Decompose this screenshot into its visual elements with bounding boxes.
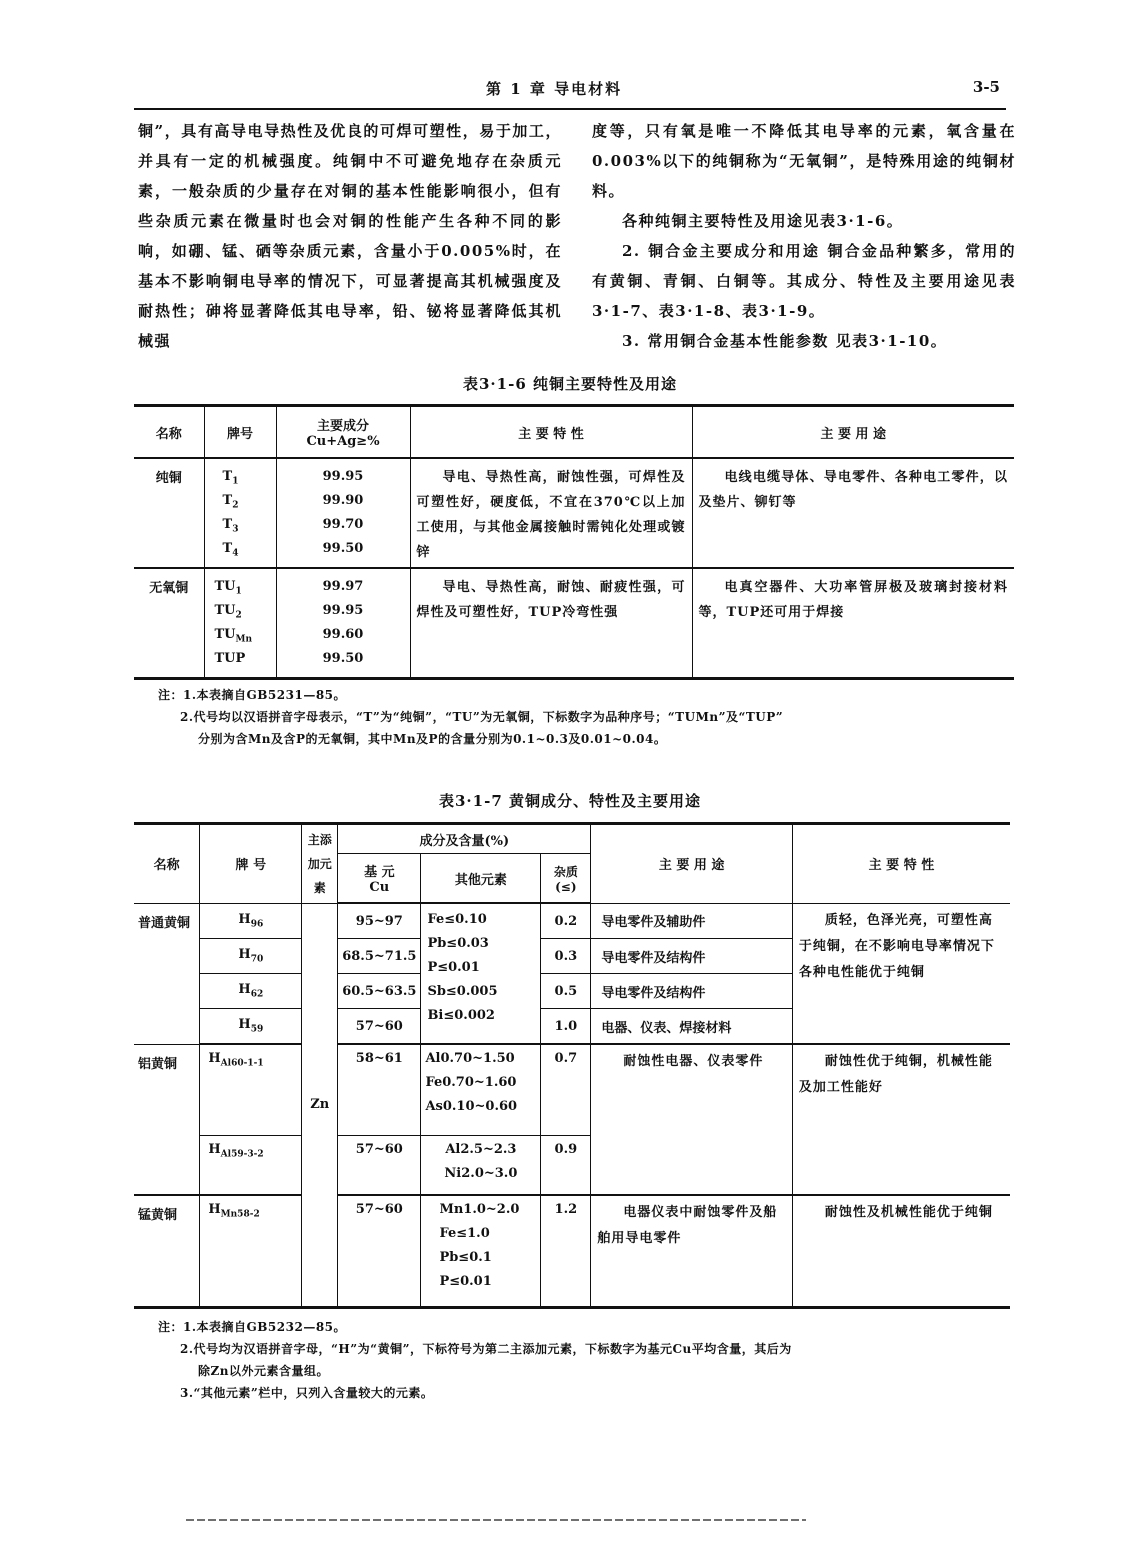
table2-caption: 表3·1-7 黄铜成分、特性及主要用途: [439, 792, 701, 810]
cell-cu: 57~60: [338, 1195, 421, 1308]
table-row: [134, 568, 1014, 679]
table1-notes: [158, 684, 1018, 750]
col-header-grade: 牌号: [204, 406, 276, 459]
cell-cu: 95~97: [338, 903, 421, 939]
paragraph: 度等，只有氧是唯一不降低其电导率的元素，氧含量在0.003%以下的纯铜称为“无氧铜”，是特殊用途的纯铜材料。: [592, 122, 1016, 200]
element-line: Sb≤0.005: [427, 984, 498, 999]
cell-name: 无氧铜: [134, 568, 204, 679]
body-column-left: [138, 116, 562, 356]
note-line: 2.代号均以汉语拼音字母表示，“T”为“纯铜”，“TU”为无氧铜，下标数字为品种序号；“TUMn”及“TUP”: [180, 710, 784, 724]
element-line: Al2.5~2.3: [445, 1142, 517, 1157]
cell-name: 纯铜: [134, 458, 204, 568]
cell-grade: $H_{Al59-3-2}$: [200, 1136, 302, 1196]
cell-main-add: Zn: [302, 903, 338, 1308]
cell-uses: 电线电缆导体、导电零件、各种电工零件，以及垫片、铆钉等: [692, 458, 1014, 568]
cell-impurity: 0.7: [541, 1044, 591, 1136]
chapter-title: 第 1 章 导电材料: [486, 80, 623, 98]
table-row: [134, 1195, 1010, 1308]
col-header-composition-line2: Cu+Ag≥%: [306, 434, 380, 449]
cell-properties: 耐蚀性优于纯铜，机械性能及加工性能好: [792, 1044, 1010, 1195]
running-header: [134, 78, 1004, 100]
col-header-properties: 主 要 特 性: [792, 824, 1010, 904]
cell-other-elements: [421, 903, 541, 1044]
cell-other-elements: [421, 1136, 541, 1196]
col-header-composition-line1: 主要成分: [316, 419, 369, 434]
col-header-impurity: 杂质 (≤): [541, 854, 591, 904]
element-line: Bi≤0.002: [427, 1008, 495, 1023]
composition-value: 99.50: [322, 651, 364, 666]
paragraph: 2. 铜合金主要成分和用途 铜合金品种繁多，常用的有黄铜、青铜、白铜等。其成分、特性及主要用途见表3·1-7、表3·1-8、表3·1-9。: [592, 242, 1016, 320]
note-line: [158, 684, 1018, 706]
cell-use: 导电零件及辅助件: [591, 903, 793, 939]
cell-name: 锰黄铜: [134, 1195, 200, 1308]
body-column-right: [592, 116, 1016, 356]
cell-properties: 导电、导热性高，耐蚀、耐疲性强，可焊性及可塑性好，TUP冷弯性强: [410, 568, 692, 679]
cell-grades: [204, 458, 276, 568]
col-header-uses: 主 要 用 途: [692, 406, 1014, 459]
element-line: Pb≤0.03: [427, 936, 489, 951]
cell-use: 电器、仪表、焊接材料: [591, 1009, 793, 1045]
cell-properties: 耐蚀性及机械性能优于纯铜: [792, 1195, 1010, 1308]
cell-use: 导电零件及结构件: [591, 939, 793, 974]
cell-impurity: 0.5: [541, 974, 591, 1009]
cell-cu: 58~61: [338, 1044, 421, 1136]
table-header-row: [134, 824, 1010, 854]
col-header-main-add: 主添加元素: [302, 824, 338, 904]
table-row: [134, 1044, 1010, 1136]
cell-grade: $H_{Mn58-2}$: [200, 1195, 302, 1308]
paragraph: 铜”，具有高导电导热性及优良的可焊可塑性，易于加工，并具有一定的机械强度。纯铜中不可避免地存在杂质元素，一般杂质的少量存在对铜的基本性能影响很小，但有些杂质元素在微量时也会对铜的性能产生各种不同的影响，如硼、锰、硒等杂质元素，含量小于0.005%时，在基本不影响铜电导率的情况下，可显著提高其机械强度及耐热性；砷将显著降低其电导率，铅、铋将显著降低其机械强: [138, 122, 562, 350]
cell-grade: $H_{62}$: [200, 974, 302, 1009]
cell-use: 耐蚀性电器、仪表零件: [591, 1044, 793, 1195]
note-item: 1.本表摘自GB5231—85。: [183, 688, 347, 702]
paragraph: 各种纯铜主要特性及用途见表3·1-6。: [622, 212, 904, 230]
composition-value: 99.50: [322, 541, 364, 556]
col-header-grade: 牌 号: [200, 824, 302, 904]
composition-value: 99.97: [322, 579, 364, 594]
element-line: Mn1.0~2.0: [439, 1202, 520, 1217]
col-header-other: 其他元素: [421, 854, 541, 904]
element-line: Al0.70~1.50: [425, 1051, 515, 1066]
col-header-base-cu: 基 元 Cu: [338, 854, 421, 904]
cell-cu: 68.5~71.5: [338, 939, 421, 974]
cell-impurity: 1.0: [541, 1009, 591, 1045]
grade: $TU_1$: [214, 579, 242, 597]
cell-grade: $H_{59}$: [200, 1009, 302, 1045]
col-header-composition: [276, 406, 410, 459]
note-line: 3.“其他元素”栏中，只列入含量较大的元素。: [180, 1386, 434, 1400]
table2-notes: [158, 1316, 1018, 1404]
composition-value: 99.95: [322, 603, 364, 618]
table-header-row: [134, 406, 1014, 459]
note-item: 1.本表摘自GB5232—85。: [183, 1320, 347, 1334]
note-line: 分别为含Mn及含P的无氧铜，其中Mn及P的含量分别为0.1~0.3及0.01~0.04。: [198, 732, 667, 746]
cell-other-elements: [421, 1044, 541, 1136]
table-row: [134, 458, 1014, 568]
note-label: 注：: [158, 1320, 184, 1334]
page-number: 3-5: [972, 78, 1000, 96]
cell-cu: 57~60: [338, 1009, 421, 1045]
table-pure-copper: [134, 404, 1014, 680]
element-line: Fe≤1.0: [439, 1226, 490, 1241]
cell-name: 普通黄铜: [134, 903, 200, 1044]
cell-use: 电器仪表中耐蚀零件及船舶用导电零件: [591, 1195, 793, 1308]
col-header-properties: 主 要 特 性: [410, 406, 692, 459]
note-label: 注：: [158, 688, 184, 702]
composition-value: 99.95: [322, 469, 364, 484]
col-header-name: 名称: [134, 824, 200, 904]
header-rule: [134, 108, 1006, 110]
cell-composition: [276, 568, 410, 679]
grade: $T_4$: [222, 541, 239, 559]
element-line: Ni2.0~3.0: [444, 1166, 518, 1181]
cell-name: 铝黄铜: [134, 1044, 200, 1195]
col-header-composition: 成分及含量(%): [338, 824, 591, 854]
composition-value: 99.60: [322, 627, 364, 642]
element-line: Fe0.70~1.60: [425, 1075, 517, 1090]
cell-cu: 57~60: [338, 1136, 421, 1196]
cell-grades: [204, 568, 276, 679]
cell-properties: 质轻，色泽光亮，可塑性高于纯铜，在不影响电导率情况下各种电性能优于纯铜: [792, 903, 1010, 1044]
table-row: [134, 903, 1010, 939]
cell-impurity: 0.3: [541, 939, 591, 974]
cell-properties: 导电、导热性高，耐蚀性强，可焊性及可塑性好，硬度低，不宜在370℃以上加工使用，与其他金属接触时需钝化处理或镀锌: [410, 458, 692, 568]
table-brass: [134, 822, 1010, 1309]
element-line: P≤0.01: [427, 960, 480, 975]
col-header-uses: 主 要 用 途: [591, 824, 793, 904]
grade: $T_3$: [222, 517, 239, 535]
cell-grade: $H_{Al60-1-1}$: [200, 1044, 302, 1136]
element-line: Pb≤0.1: [439, 1250, 492, 1265]
cell-cu: 60.5~63.5: [338, 974, 421, 1009]
element-line: P≤0.01: [439, 1274, 492, 1289]
cell-composition: [276, 458, 410, 568]
cell-use: 导电零件及结构件: [591, 974, 793, 1009]
col-header-name: 名称: [134, 406, 204, 459]
composition-value: 99.70: [322, 517, 364, 532]
note-line: [158, 1316, 1018, 1338]
cell-impurity: 1.2: [541, 1195, 591, 1308]
grade: $TU_2$: [214, 603, 242, 621]
grade: $T_1$: [222, 469, 239, 487]
table1-caption: 表3·1-6 纯铜主要特性及用途: [463, 375, 677, 393]
paragraph: 3. 常用铜合金基本性能参数 见表3·1-10。: [622, 332, 948, 350]
cell-uses: 电真空器件、大功率管屏极及玻璃封接材料等，TUP还可用于焊接: [692, 568, 1014, 679]
cell-grade: $H_{70}$: [200, 939, 302, 974]
composition-value: 99.90: [322, 493, 364, 508]
grade: TUP: [214, 651, 246, 666]
element-line: As0.10~0.60: [425, 1099, 518, 1114]
scan-artifact-line: [186, 1519, 806, 1521]
cell-other-elements: [421, 1195, 541, 1308]
note-line: 除Zn以外元素含量组。: [198, 1364, 329, 1378]
cell-impurity: 0.9: [541, 1136, 591, 1196]
cell-impurity: 0.2: [541, 903, 591, 939]
element-line: Fe≤0.10: [427, 912, 487, 927]
note-line: 2.代号均为汉语拼音字母，“H”为“黄铜”，下标符号为第二主添加元素，下标数字为基元Cu平均含量，其后为: [180, 1342, 792, 1356]
grade: $TU_{Mn}$: [214, 627, 253, 645]
grade: $T_2$: [222, 493, 239, 511]
cell-grade: $H_{96}$: [200, 903, 302, 939]
